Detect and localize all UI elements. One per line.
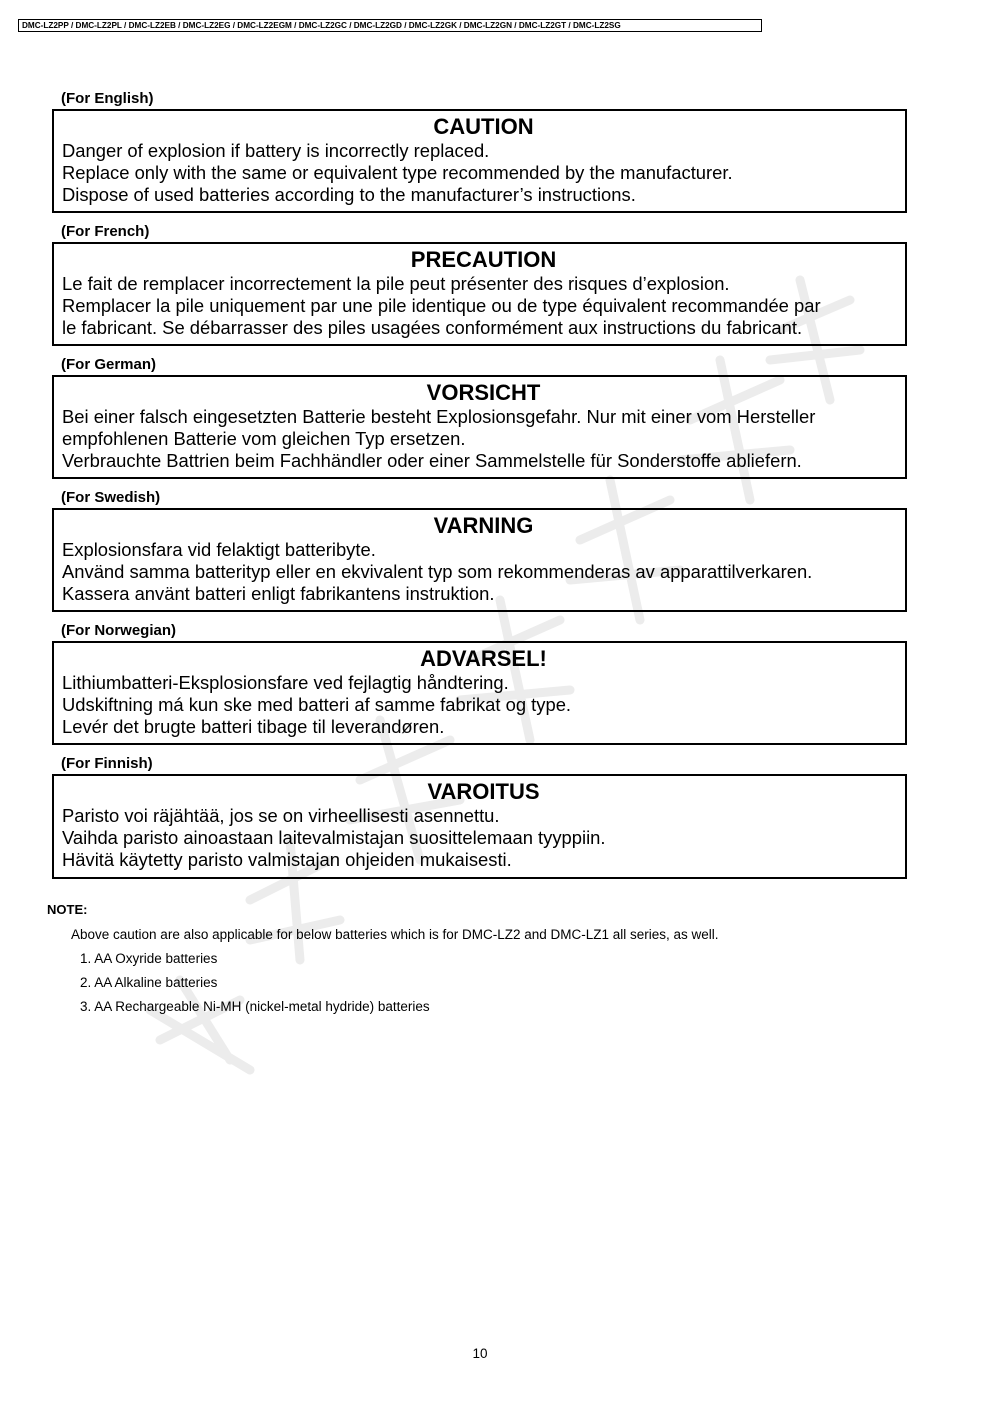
model-header: DMC-LZ2PP / DMC-LZ2PL / DMC-LZ2EB / DMC-LZ2EG / DMC-LZ2EGM / DMC-LZ2GC / DMC-LZ2GD / DMC-LZ2GK / DMC-LZ2GN / DMC-LZ2GT / DMC-LZ2SG: [18, 19, 762, 32]
caution-line: Paristo voi räjähtää, jos se on virheellisesti asennettu.: [62, 805, 500, 826]
caution-line: empfohlenen Batterie vom gleichen Typ ersetzen.: [62, 428, 466, 449]
caution-line: Använd samma batterityp eller en ekvivalent typ som rekommenderas av apparattilverkaren.: [62, 561, 813, 582]
caution-title: PRECAUTION: [410, 247, 557, 272]
label-norwegian: (For Norwegian): [61, 622, 176, 639]
caution-line: Danger of explosion if battery is incorrectly replaced.: [62, 140, 490, 161]
page-number: 10: [472, 1346, 488, 1361]
caution-line: Bei einer falsch eingesetzten Batterie besteht Explosionsgefahr. Nur mit einer vom Hersteller: [62, 406, 816, 427]
caution-line: Remplacer la pile uniquement par une pile identique ou de type équivalent recommandée par: [62, 295, 821, 316]
caution-title: VARNING: [433, 513, 534, 538]
caution-line: Hävitä käytetty paristo valmistajan ohjeiden mukaisesti.: [62, 849, 512, 870]
caution-line: Explosionsfara vid felaktigt batteribyte.: [62, 539, 376, 560]
caution-line: Vaihda paristo ainoastaan laitevalmistajan suosittelemaan tyyppiin.: [62, 827, 606, 848]
caution-line: Verbrauchte Battrien beim Fachhändler oder einer Sammelstelle für Sonderstoffe abliefern.: [62, 450, 802, 471]
caution-line: Dispose of used batteries according to the manufacturer’s instructions.: [62, 184, 636, 205]
note-text: Above caution are also applicable for below batteries which is for DMC-LZ2 and DMC-LZ1 all series, as well.: [71, 927, 719, 942]
caution-line: Le fait de remplacer incorrectement la pile peut présenter des risques d’explosion.: [62, 273, 730, 294]
caution-title: ADVARSEL!: [420, 646, 547, 671]
caution-box-norwegian: [52, 641, 907, 745]
note-label: NOTE:: [47, 902, 88, 917]
label-swedish: (For Swedish): [61, 489, 161, 506]
label-german: (For German): [61, 356, 157, 373]
caution-line: Kassera använt batteri enligt fabrikantens instruktion.: [62, 583, 495, 604]
list-item: 3. AA Rechargeable Ni-MH (nickel-metal hydride) batteries: [80, 999, 430, 1014]
caution-line: Udskiftning má kun ske med batteri af samme fabrikat og type.: [62, 694, 572, 715]
caution-title: CAUTION: [433, 114, 534, 139]
caution-box-english: [52, 109, 907, 213]
caution-line: Lithiumbatteri-Eksplosionsfare ved fejlagtig håndtering.: [62, 672, 509, 693]
list-item: 2. AA Alkaline batteries: [80, 975, 218, 990]
caution-line: Replace only with the same or equivalent type recommended by the manufacturer.: [62, 162, 733, 183]
caution-box-german: [52, 375, 907, 479]
caution-box-finnish: [52, 774, 907, 879]
label-finnish: (For Finnish): [61, 755, 153, 772]
label-french: (For French): [61, 223, 150, 240]
list-item: 1. AA Oxyride batteries: [80, 951, 218, 966]
caution-line: Levér det brugte batteri tibage til leverandøren.: [62, 716, 445, 737]
caution-title: VAROITUS: [427, 779, 540, 804]
caution-title: VORSICHT: [426, 380, 541, 405]
caution-line: le fabricant. Se débarrasser des piles usagées conformément aux instructions du fabricant.: [62, 317, 803, 338]
caution-box-swedish: [52, 508, 907, 612]
label-english: (For English): [61, 90, 154, 107]
caution-box-french: [52, 242, 907, 346]
